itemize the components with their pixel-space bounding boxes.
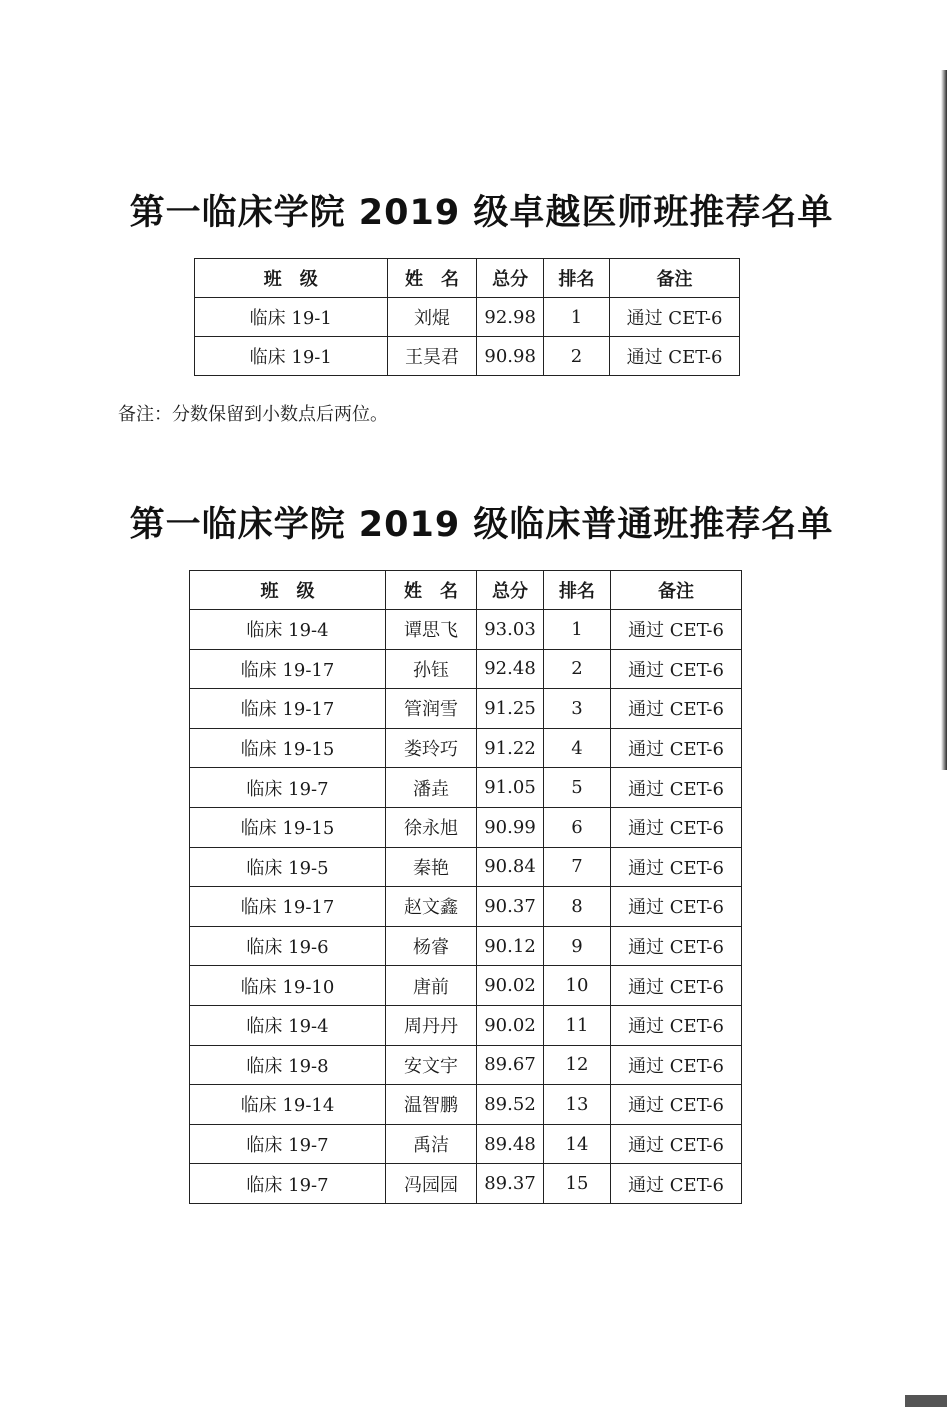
cell-rank: 2 (544, 649, 611, 689)
cell-class: 临床 19-7 (190, 1164, 386, 1204)
cell-score: 89.67 (477, 1045, 544, 1085)
cell-rank: 4 (544, 728, 611, 768)
cell-name: 冯园园 (386, 1164, 477, 1204)
cell-score: 90.02 (477, 1005, 544, 1045)
section1-table (194, 258, 740, 376)
section2-table (189, 570, 742, 1204)
header-note: 备注 (611, 571, 742, 610)
cell-name: 刘焜 (387, 298, 477, 337)
cell-name: 管润雪 (386, 689, 477, 729)
table-row (195, 298, 740, 337)
header-name: 姓 名 (387, 259, 477, 298)
section1-title: 第一临床学院 2019 级卓越医师班推荐名单 (129, 193, 834, 233)
cell-name: 赵文鑫 (386, 887, 477, 927)
table-row (190, 1085, 742, 1125)
table-row (190, 807, 742, 847)
table-row (190, 689, 742, 729)
cell-class: 临床 19-4 (190, 610, 386, 650)
cell-name: 温智鹏 (386, 1085, 477, 1125)
cell-note: 通过 CET-6 (611, 807, 742, 847)
cell-score: 90.98 (477, 337, 544, 376)
cell-score: 93.03 (477, 610, 544, 650)
cell-score: 89.37 (477, 1164, 544, 1204)
footnote: 备注：分数保留到小数点后两位。 (118, 404, 388, 425)
table-row (190, 847, 742, 887)
cell-score: 91.25 (477, 689, 544, 729)
cell-rank: 7 (544, 847, 611, 887)
cell-note: 通过 CET-6 (611, 689, 742, 729)
cell-note: 通过 CET-6 (611, 1164, 742, 1204)
cell-score: 91.22 (477, 728, 544, 768)
cell-rank: 10 (544, 966, 611, 1006)
header-note: 备注 (610, 259, 740, 298)
cell-class: 临床 19-6 (190, 926, 386, 966)
cell-rank: 6 (544, 807, 611, 847)
cell-rank: 13 (544, 1085, 611, 1125)
cell-score: 91.05 (477, 768, 544, 808)
cell-rank: 2 (543, 337, 609, 376)
cell-class: 临床 19-1 (195, 298, 388, 337)
cell-class: 临床 19-5 (190, 847, 386, 887)
cell-score: 92.98 (477, 298, 544, 337)
table-row (190, 610, 742, 650)
table-header-row (190, 571, 742, 610)
cell-note: 通过 CET-6 (611, 966, 742, 1006)
header-name: 姓 名 (386, 571, 477, 610)
table-row (190, 728, 742, 768)
scan-corner-mark (905, 1395, 947, 1407)
table-header-row (195, 259, 740, 298)
cell-name: 禹洁 (386, 1124, 477, 1164)
cell-note: 通过 CET-6 (611, 728, 742, 768)
header-score: 总分 (477, 571, 544, 610)
section2-table-body (190, 610, 742, 1204)
cell-rank: 12 (544, 1045, 611, 1085)
header-class: 班 级 (195, 259, 388, 298)
cell-note: 通过 CET-6 (611, 887, 742, 927)
cell-note: 通过 CET-6 (611, 768, 742, 808)
cell-note: 通过 CET-6 (610, 337, 740, 376)
table-row (190, 966, 742, 1006)
cell-note: 通过 CET-6 (611, 649, 742, 689)
cell-class: 临床 19-10 (190, 966, 386, 1006)
cell-class: 临床 19-7 (190, 768, 386, 808)
cell-score: 90.37 (477, 887, 544, 927)
table-row (190, 1005, 742, 1045)
cell-note: 通过 CET-6 (611, 610, 742, 650)
header-rank: 排名 (544, 571, 611, 610)
header-rank: 排名 (543, 259, 609, 298)
cell-note: 通过 CET-6 (610, 298, 740, 337)
cell-note: 通过 CET-6 (611, 1005, 742, 1045)
table-row (190, 1124, 742, 1164)
table-row (190, 768, 742, 808)
cell-note: 通过 CET-6 (611, 1124, 742, 1164)
cell-class: 临床 19-1 (195, 337, 388, 376)
section1-table-body (195, 298, 740, 376)
cell-name: 孙钰 (386, 649, 477, 689)
table-row (190, 926, 742, 966)
table-row (190, 1045, 742, 1085)
section2-title: 第一临床学院 2019 级临床普通班推荐名单 (129, 505, 834, 545)
cell-name: 秦艳 (386, 847, 477, 887)
header-score: 总分 (477, 259, 544, 298)
cell-class: 临床 19-15 (190, 728, 386, 768)
cell-rank: 15 (544, 1164, 611, 1204)
cell-name: 杨睿 (386, 926, 477, 966)
cell-class: 临床 19-17 (190, 689, 386, 729)
cell-score: 90.84 (477, 847, 544, 887)
scan-page-edge (941, 70, 947, 770)
cell-class: 临床 19-7 (190, 1124, 386, 1164)
cell-class: 临床 19-17 (190, 649, 386, 689)
cell-rank: 1 (544, 610, 611, 650)
cell-class: 临床 19-14 (190, 1085, 386, 1125)
cell-rank: 14 (544, 1124, 611, 1164)
cell-rank: 1 (543, 298, 609, 337)
cell-score: 89.48 (477, 1124, 544, 1164)
cell-class: 临床 19-17 (190, 887, 386, 927)
cell-note: 通过 CET-6 (611, 1045, 742, 1085)
cell-note: 通过 CET-6 (611, 1085, 742, 1125)
table-row (195, 337, 740, 376)
table-row (190, 887, 742, 927)
cell-rank: 8 (544, 887, 611, 927)
cell-score: 90.12 (477, 926, 544, 966)
cell-score: 92.48 (477, 649, 544, 689)
cell-rank: 11 (544, 1005, 611, 1045)
cell-note: 通过 CET-6 (611, 926, 742, 966)
cell-rank: 9 (544, 926, 611, 966)
cell-note: 通过 CET-6 (611, 847, 742, 887)
table-row (190, 1164, 742, 1204)
cell-rank: 3 (544, 689, 611, 729)
cell-name: 安文宇 (386, 1045, 477, 1085)
table-row (190, 649, 742, 689)
cell-name: 潘垚 (386, 768, 477, 808)
cell-rank: 5 (544, 768, 611, 808)
cell-class: 临床 19-8 (190, 1045, 386, 1085)
cell-score: 90.99 (477, 807, 544, 847)
cell-name: 王昊君 (387, 337, 477, 376)
cell-name: 周丹丹 (386, 1005, 477, 1045)
header-class: 班 级 (190, 571, 386, 610)
cell-name: 娄玲巧 (386, 728, 477, 768)
cell-name: 唐前 (386, 966, 477, 1006)
cell-class: 临床 19-15 (190, 807, 386, 847)
cell-score: 89.52 (477, 1085, 544, 1125)
cell-name: 徐永旭 (386, 807, 477, 847)
cell-name: 谭思飞 (386, 610, 477, 650)
cell-score: 90.02 (477, 966, 544, 1006)
cell-class: 临床 19-4 (190, 1005, 386, 1045)
